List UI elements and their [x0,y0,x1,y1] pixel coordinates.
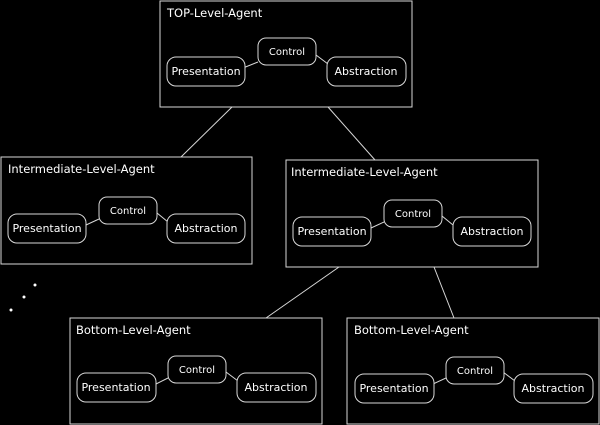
abstraction-label: Abstraction [174,222,238,235]
agent-title: Bottom-Level-Agent [354,323,469,337]
control-label: Control [178,365,216,376]
control-label: Control [109,206,147,217]
agent-title: Bottom-Level-Agent [76,323,191,337]
agent-intermediate-left [1,157,252,264]
abstraction-label: Abstraction [334,65,398,78]
abstraction-label: Abstraction [460,225,524,238]
presentation-label: Presentation [359,382,429,395]
abstraction-label: Abstraction [244,381,308,394]
agent-title: Intermediate-Level-Agent [291,165,438,179]
presentation-label: Presentation [81,381,151,394]
presentation-label: Presentation [297,225,367,238]
agent-bottom-left [70,318,322,424]
link-midright-bottomright [434,267,454,318]
link-top-midleft [181,107,232,157]
agent-bottom-right [347,318,599,424]
link-top-midright [328,107,375,160]
ellipsis-dots [10,284,37,312]
dot [23,296,26,299]
control-label: Control [268,47,306,58]
agent-top [160,1,412,107]
presentation-label: Presentation [171,65,241,78]
agent-title: Intermediate-Level-Agent [8,162,155,176]
presentation-label: Presentation [12,222,82,235]
control-label: Control [456,366,494,377]
link-midright-bottomleft [266,267,339,318]
dot [34,284,37,287]
agent-title: TOP-Level-Agent [167,6,263,20]
abstraction-label: Abstraction [521,382,585,395]
dot [10,309,13,312]
control-label: Control [394,209,432,220]
agent-intermediate-right [286,160,538,267]
